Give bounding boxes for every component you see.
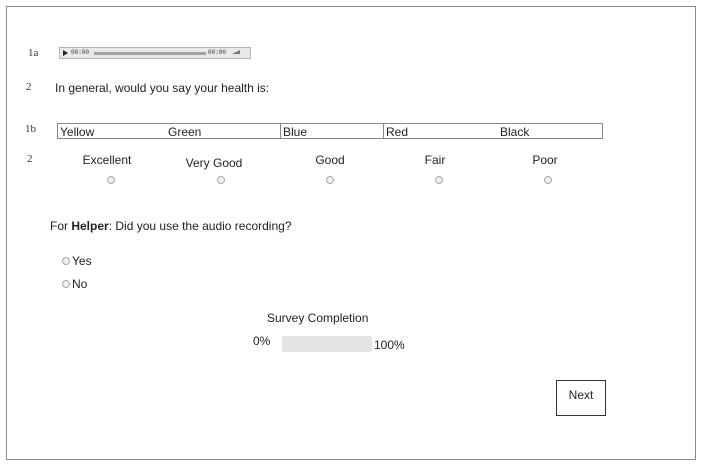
- helper-question: [50, 219, 292, 233]
- option-label-excellent: Excellent: [82, 153, 132, 167]
- radio-good[interactable]: [326, 176, 334, 184]
- question-number-2: 2: [26, 81, 32, 93]
- helper-suffix: : Did you use the audio recording?: [108, 219, 292, 233]
- choice-no-label: No: [72, 277, 88, 291]
- option-label-poor: Poor: [532, 153, 558, 167]
- color-label-yellow: Yellow: [60, 125, 95, 139]
- color-label-blue: Blue: [280, 124, 384, 138]
- question-text: In general, would you say your health is:: [55, 81, 270, 95]
- helper-bold: Helper: [71, 219, 109, 233]
- question-number-2b: 2: [27, 153, 33, 165]
- audio-start-time: 00:00: [71, 49, 90, 56]
- color-label-green: Green: [168, 125, 202, 139]
- radio-no[interactable]: [62, 280, 70, 288]
- survey-completion-title: Survey Completion: [267, 311, 369, 325]
- question-number-1b: 1b: [25, 123, 36, 135]
- volume-icon[interactable]: [232, 50, 240, 54]
- audio-seek-bar[interactable]: [94, 52, 206, 55]
- audio-player[interactable]: [59, 47, 251, 59]
- option-label-good: Good: [315, 153, 345, 167]
- radio-yes[interactable]: [62, 257, 70, 265]
- choice-yes[interactable]: [62, 254, 92, 268]
- audio-end-time: 00:00: [208, 49, 227, 56]
- play-icon[interactable]: [63, 50, 68, 56]
- next-button[interactable]: Next: [556, 380, 606, 416]
- choice-yes-label: Yes: [72, 254, 92, 268]
- progress-min-label: 0%: [253, 334, 271, 348]
- option-label-fair: Fair: [424, 153, 446, 167]
- radio-excellent[interactable]: [107, 176, 115, 184]
- color-label-bar: [57, 123, 603, 139]
- question-number-1a: 1a: [28, 47, 39, 59]
- progress-max-label: 100%: [374, 338, 405, 352]
- radio-very-good[interactable]: [217, 176, 225, 184]
- option-label-very-good: Very Good: [185, 156, 243, 170]
- progress-bar: [282, 336, 372, 352]
- radio-poor[interactable]: [544, 176, 552, 184]
- choice-no[interactable]: [62, 277, 87, 291]
- helper-prefix: For: [50, 219, 68, 233]
- color-label-black: Black: [500, 125, 530, 139]
- color-label-red: Red: [386, 125, 409, 139]
- radio-fair[interactable]: [435, 176, 443, 184]
